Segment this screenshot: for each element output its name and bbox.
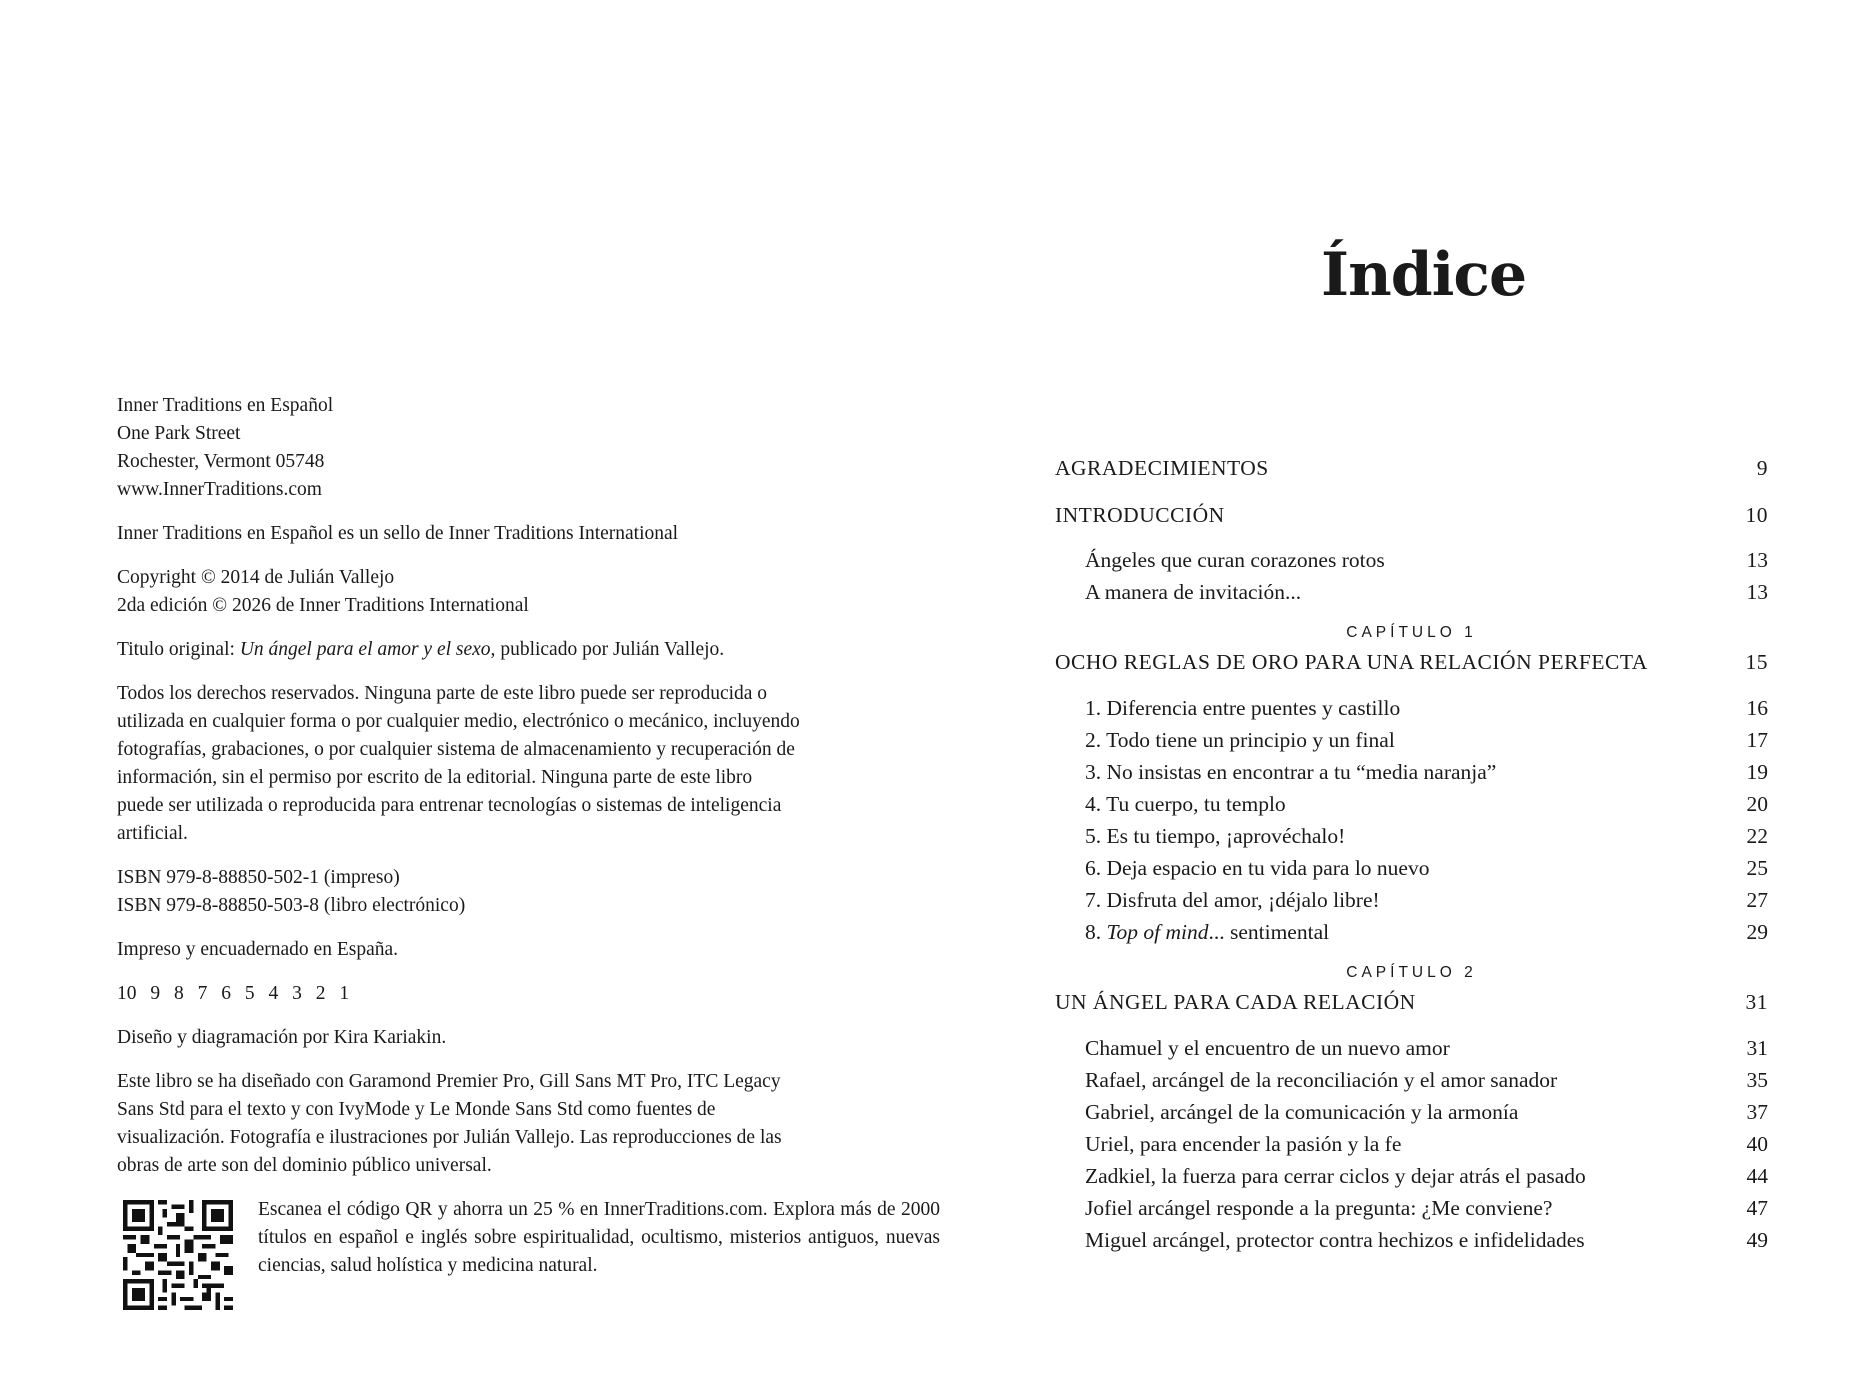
isbn-print: ISBN 979-8-88850-502-1 (impreso) [117, 867, 400, 888]
toc-entry[interactable] [1055, 544, 1768, 576]
publisher-website: www.InnerTraditions.com [117, 479, 322, 500]
toc-entry[interactable] [1055, 1032, 1768, 1064]
item-number: 8. [1085, 920, 1107, 944]
toc-entry-chapter-1[interactable] [1055, 646, 1768, 678]
qr-promo-text: Escanea el código QR y ahorra un 25 % en InnerTraditions.com. Explora más de 2000 títulos en español e inglés sobre espiritualidad, ocultismo, misterios antiguos, nuevas ciencias, salud holística y medicina natural. [258, 1199, 940, 1276]
toc-entry-chapter-2[interactable] [1055, 986, 1768, 1018]
table-of-contents [1055, 452, 1768, 1256]
toc-entry-page: 29 [1746, 920, 1768, 944]
chapter-title: UN ÁNGEL PARA CADA RELACIÓN [1055, 990, 1416, 1014]
toc-entry[interactable] [1055, 692, 1768, 724]
toc-entry-page: 9 [1756, 456, 1768, 480]
toc-entry-label: 7. Disfruta del amor, ¡déjalo libre! [1085, 888, 1380, 912]
toc-entry-page: 47 [1746, 1196, 1768, 1220]
toc-entry-label: 1. Diferencia entre puentes y castillo [1085, 696, 1401, 720]
toc-entry-page: 49 [1746, 1228, 1768, 1252]
rights-notice: Todos los derechos reservados. Ninguna parte de este libro puede ser reproducida o utilizada en cualquier forma o por cualquier medio, electrónico o mecánico, incluyendo fotografías, grabaciones, o por cualquier sistema de almacenamiento y recuperación de información, sin el permiso por escrito de la editorial. Ninguna parte de este libro puede ser utilizada o reproducida para entrenar tecnologías o sistemas de inteligencia artificial. [117, 683, 800, 844]
toc-entry[interactable] [1055, 1192, 1768, 1224]
toc-entry-label: INTRODUCCIÓN [1055, 503, 1225, 527]
toc-entry-label: Jofiel arcángel responde a la pregunta: ¿Me conviene? [1085, 1196, 1553, 1220]
index-page [933, 0, 1867, 1400]
toc-entry-page: 17 [1746, 728, 1768, 752]
toc-entry-label: Uriel, para encender la pasión y la fe [1085, 1132, 1402, 1156]
toc-entry-label: 3. No insistas en encontrar a tu “media naranja” [1085, 760, 1497, 784]
toc-entry-label: Rafael, arcángel de la reconciliación y el amor sanador [1085, 1068, 1558, 1092]
toc-entry-label: 6. Deja espacio en tu vida para lo nuevo [1085, 856, 1430, 880]
copyright-block [117, 392, 940, 1306]
original-title-suffix: publicado por Julián Vallejo. [495, 639, 725, 660]
original-title-prefix: Titulo original: [117, 639, 240, 660]
toc-entry-label: Ángeles que curan corazones rotos [1085, 548, 1385, 572]
toc-entry-label: Miguel arcángel, protector contra hechizos e infidelidades [1085, 1228, 1585, 1252]
toc-entry-page: 20 [1746, 792, 1768, 816]
original-title-name: Un ángel para el amor y el sexo, [239, 639, 496, 660]
fonts-note: Este libro se ha diseñado con Garamond Premier Pro, Gill Sans MT Pro, ITC Legacy Sans Std para el texto y con IvyMode y Le Monde Sans Std como fuentes de visualización. Fotografía e ilustraciones por Julián Vallejo. Las reproducciones de las obras de arte son del dominio público universal. [117, 1071, 782, 1176]
toc-entry-page: 13 [1746, 548, 1768, 572]
toc-entry-introduccion[interactable] [1055, 499, 1768, 531]
toc-entry[interactable] [1055, 1096, 1768, 1128]
toc-entry-page: 31 [1745, 990, 1768, 1014]
toc-entry-label: Zadkiel, la fuerza para cerrar ciclos y dejar atrás el pasado [1085, 1164, 1586, 1188]
toc-entry-label: Gabriel, arcángel de la comunicación y la armonía [1085, 1100, 1519, 1124]
chapter-title: OCHO REGLAS DE ORO PARA UNA RELACIÓN PERFECTA [1055, 650, 1648, 674]
toc-entry[interactable] [1055, 788, 1768, 820]
copyright-line: Copyright © 2014 de Julián Vallejo [117, 567, 395, 588]
toc-entry-agradecimientos[interactable] [1055, 452, 1768, 484]
publisher-address [117, 392, 837, 504]
printed-in: Impreso y encuadernado en España. [117, 939, 399, 960]
toc-entry-page: 25 [1746, 856, 1768, 880]
toc-entry-label: Chamuel y el encuentro de un nuevo amor [1085, 1036, 1450, 1060]
toc-entry-label: 2. Todo tiene un principio y un final [1085, 728, 1395, 752]
toc-entry[interactable] [1055, 820, 1768, 852]
toc-entry[interactable] [1055, 884, 1768, 916]
original-title [117, 636, 837, 664]
item-italic-title: Top of mind [1106, 920, 1209, 944]
toc-entry[interactable] [1055, 1160, 1768, 1192]
toc-entry-page: 15 [1745, 650, 1768, 674]
page-title: Índice [1321, 240, 1527, 310]
toc-entry-page: 19 [1746, 760, 1768, 784]
toc-entry-page: 13 [1746, 580, 1768, 604]
copyright-notice [117, 564, 837, 620]
toc-entry-label: 4. Tu cuerpo, tu templo [1085, 792, 1286, 816]
print-numbers: 10 9 8 7 6 5 4 3 2 1 [117, 983, 350, 1004]
toc-entry[interactable] [1055, 724, 1768, 756]
toc-entry-page: 37 [1746, 1100, 1768, 1124]
address-line: One Park Street [117, 423, 241, 444]
toc-entry[interactable] [1055, 1224, 1768, 1256]
qr-code-icon[interactable] [123, 1200, 233, 1310]
toc-entry-label: AGRADECIMIENTOS [1055, 456, 1269, 480]
design-credit: Diseño y diagramación por Kira Kariakin. [117, 1027, 447, 1048]
toc-entry-page: 40 [1746, 1132, 1768, 1156]
toc-entry[interactable] [1055, 576, 1768, 608]
chapter-2-label: CAPÍTULO 2 [1346, 964, 1477, 981]
toc-entry[interactable] [1055, 1064, 1768, 1096]
imprint-note: Inner Traditions en Español es un sello de Inner Traditions International [117, 523, 679, 544]
item-title-rest: ... sentimental [1208, 920, 1330, 944]
toc-entry-page: 35 [1746, 1068, 1768, 1092]
isbn-block [117, 864, 837, 920]
toc-entry-label: 5. Es tu tiempo, ¡aprovéchalo! [1085, 824, 1346, 848]
chapter-1-label: CAPÍTULO 1 [1346, 624, 1477, 641]
toc-entry[interactable] [1055, 852, 1768, 884]
address-line: Rochester, Vermont 05748 [117, 451, 325, 472]
edition-line: 2da edición © 2026 de Inner Traditions International [117, 595, 529, 616]
toc-entry-label: A manera de invitación... [1085, 580, 1302, 604]
toc-entry-label [1085, 920, 1329, 944]
toc-entry-page: 27 [1746, 888, 1768, 912]
toc-entry[interactable] [1055, 916, 1768, 948]
toc-entry[interactable] [1055, 1128, 1768, 1160]
address-line: Inner Traditions en Español [117, 395, 334, 416]
toc-entry-page: 16 [1746, 696, 1768, 720]
isbn-ebook: ISBN 979-8-88850-503-8 (libro electrónico) [117, 895, 466, 916]
toc-entry[interactable] [1055, 756, 1768, 788]
qr-block [117, 1196, 940, 1306]
toc-entry-page: 10 [1745, 503, 1768, 527]
toc-entry-page: 22 [1746, 824, 1768, 848]
toc-entry-page: 44 [1746, 1164, 1768, 1188]
toc-entry-page: 31 [1746, 1036, 1768, 1060]
